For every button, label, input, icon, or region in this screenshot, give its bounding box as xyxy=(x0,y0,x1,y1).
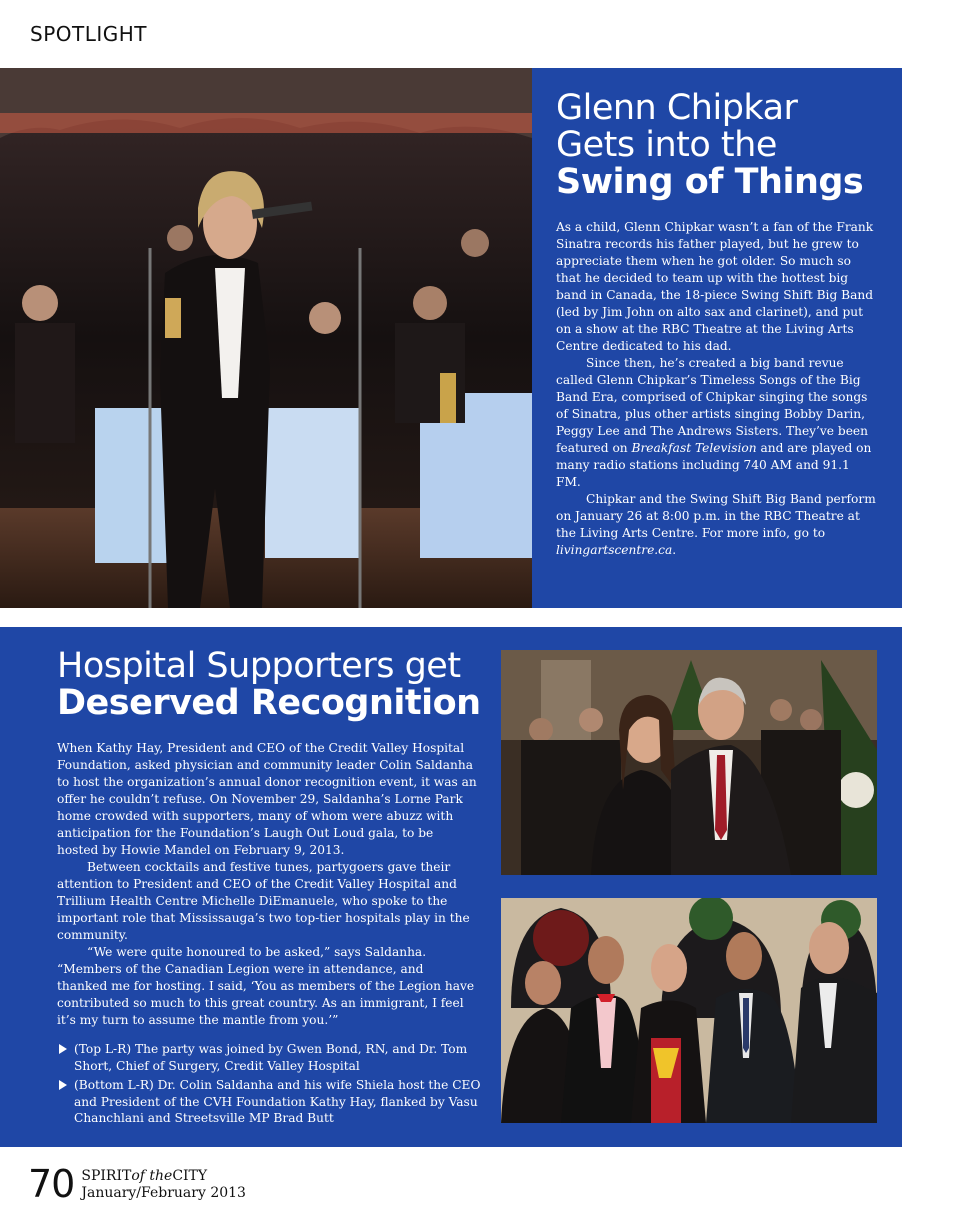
paragraph: As a child, Glenn Chipkar wasn’t a fan of the Frank Sinatra records his father played, but he grew to appreciate them when he got older. So much so that he decided to team up with the hottest big band in Canada, the 18-piece Swing Shift Big Band (led by Jim John on alto sax and clarinet), and put on a show at the RBC Theatre at the Living Arts Centre dedicated to his dad. xyxy=(556,220,874,353)
headline-line: Glenn Chipkar xyxy=(556,88,798,128)
text-run: and are played on many radio stations including 740 AM and 91.1 FM. xyxy=(556,441,872,489)
magazine-title xyxy=(81,1168,246,1185)
headline-line: Gets into the xyxy=(556,125,777,166)
caption-arrow-icon xyxy=(59,1080,67,1090)
text-run: Chipkar and the Swing Shift Big Band perform on January 26 at 8:00 p.m. in the RBC Theatre at the Living Arts Centre. For more info, go to xyxy=(556,492,876,540)
headline-line-bold: Deserved Recognition xyxy=(57,683,481,724)
paragraph xyxy=(556,355,878,491)
magazine-masthead xyxy=(81,1168,246,1203)
caption-bottom-photo xyxy=(57,1077,487,1127)
photo-couple xyxy=(501,650,877,875)
section-label: SPOTLIGHT xyxy=(30,22,148,46)
page-footer xyxy=(28,1162,246,1206)
headline-line: Hospital Supporters get xyxy=(57,646,461,686)
magazine-title-part: CITY xyxy=(172,1168,208,1184)
headline-hospital-supporters xyxy=(57,648,481,722)
magazine-title-italic: of the xyxy=(131,1168,173,1184)
headline-glenn-chipkar xyxy=(556,90,863,201)
photo-band-performance xyxy=(0,68,532,608)
magazine-title-part: SPIRIT xyxy=(81,1168,132,1184)
paragraph: Between cocktails and festive tunes, partygoers gave their attention to President and CEO of the Credit Valley Hospital and Trillium Health Centre Michelle DiEmanuele, who spoke to the important role that Mississauga’s two top-tier hospitals play in the community. xyxy=(57,860,470,942)
caption-top-photo xyxy=(57,1041,487,1074)
paragraph: When Kathy Hay, President and CEO of the Credit Valley Hospital Foundation, asked physician and community leader Colin Saldanha to host the organization’s annual donor recognition event, it was an offer he couldn’t refuse. On November 29, Saldanha’s Lorne Park home crowded with supporters, many of whom were abuzz with anticipation for the Foundation’s Laugh Out Loud gala, to be hosted by Howie Mandel on February 9, 2013. xyxy=(57,741,477,857)
headline-line-bold: Swing of Things xyxy=(556,162,864,203)
page-number: 70 xyxy=(28,1162,75,1206)
caption-arrow-icon xyxy=(59,1044,67,1054)
caption-text: (Top L-R) The party was joined by Gwen Bond, RN, and Dr. Tom Short, Chief of Surgery, Credit Valley Hospital xyxy=(74,1042,468,1073)
text-run: Since then, he’s created a big band revue called Glenn Chipkar’s Timeless Songs of the Big Band Era, comprised of Chipkar singing the songs of Sinatra, plus other artists singing Bobby Darin, Peggy Lee and The Andrews Sisters. They’ve been featured on xyxy=(556,356,868,455)
article-body-bottom xyxy=(57,740,477,1029)
paragraph: “We were quite honoured to be asked,” says Saldanha. “Members of the Canadian Legion were in attendance, and thanked me for hosting. I said, ‘You as members of the Legion have contributed so much to this great country. As an immigrant, I feel it’s my turn to assume the mantle from you.’” xyxy=(57,945,475,1027)
text-run: . xyxy=(672,543,677,557)
issue-date: January/February 2013 xyxy=(81,1185,246,1201)
photo-captions xyxy=(57,1041,487,1130)
caption-text: (Bottom L-R) Dr. Colin Saldanha and his wife Shiela host the CEO and President of the CVH Foundation Kathy Hay, flanked by Vasu Chanchlani and Streetsville MP Brad Butt xyxy=(74,1078,481,1125)
photo-group xyxy=(501,898,877,1123)
article-body-top xyxy=(556,219,878,559)
paragraph xyxy=(556,491,878,559)
italic-text: Breakfast Television xyxy=(631,441,757,455)
website-link[interactable]: livingartscentre.ca xyxy=(556,543,673,557)
